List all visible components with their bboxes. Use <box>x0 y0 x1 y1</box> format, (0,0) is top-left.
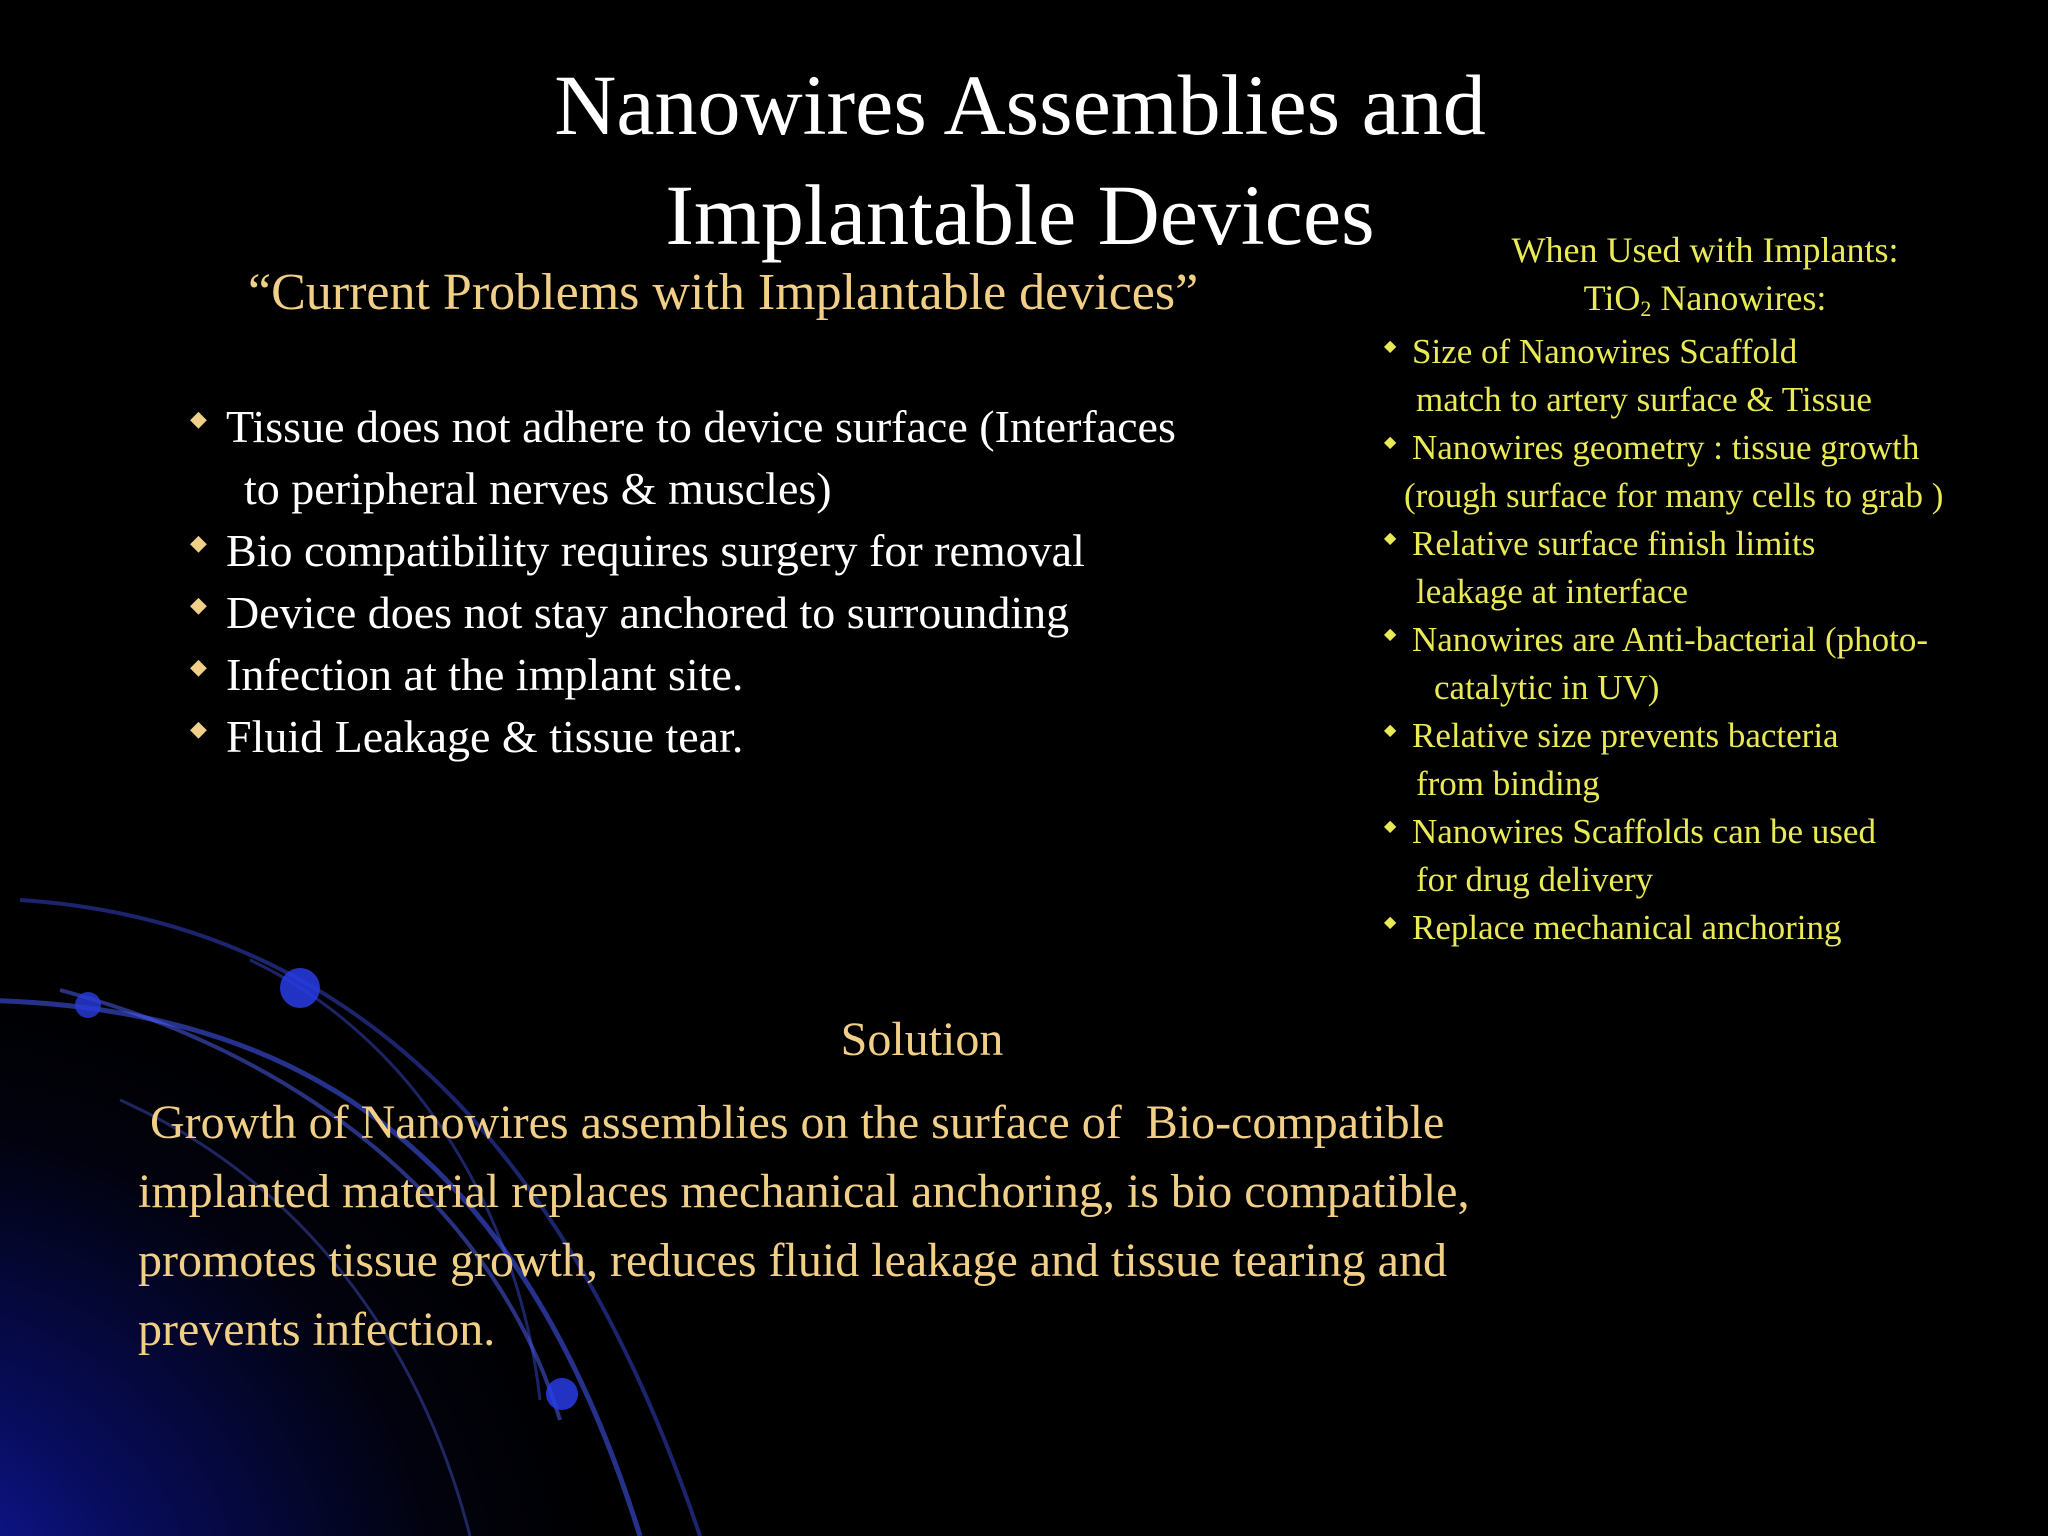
list-item <box>190 644 1330 706</box>
decorative-dot <box>280 968 320 1008</box>
diamond-bullet-icon: ◆ <box>190 592 207 617</box>
list-item <box>190 582 1330 644</box>
diamond-bullet-icon: ◆ <box>1384 626 1397 643</box>
list-item-continuation: (rough surface for many cells to grab ) <box>1404 476 1944 515</box>
list-item-continuation: match to artery surface & Tissue <box>1416 380 1872 419</box>
list-item-text: Nanowires are Anti-bacterial (photo- <box>1412 620 1929 659</box>
problems-list <box>190 396 1330 768</box>
list-item-text: Fluid Leakage & tissue tear. <box>226 711 744 762</box>
list-item-text: Nanowires Scaffolds can be used <box>1412 812 1876 851</box>
diamond-bullet-icon: ◆ <box>190 406 207 431</box>
list-item-text: Device does not stay anchored to surrounding <box>226 587 1070 638</box>
list-item <box>190 706 1330 768</box>
formula-subscript: 2 <box>1640 296 1652 321</box>
list-item <box>190 396 1330 520</box>
list-item-text: Tissue does not adhere to device surface (Interfaces <box>226 401 1176 452</box>
list-item-text: Bio compatibility requires surgery for removal <box>226 525 1085 576</box>
diamond-bullet-icon: ◆ <box>1384 338 1397 355</box>
list-item <box>1384 616 2048 712</box>
list-item-text: Replace mechanical anchoring <box>1412 908 1842 947</box>
list-item <box>1384 712 2048 808</box>
problems-heading: “Current Problems with Implantable devices” <box>248 264 1199 321</box>
solution-line: Growth of Nanowires assemblies on the surface of Bio-compatible <box>138 1096 1445 1149</box>
implants-heading-line: When Used with Implants: <box>1511 230 1899 270</box>
list-item-continuation: catalytic in UV) <box>1434 668 1660 707</box>
formula-suffix: Nanowires: <box>1651 278 1827 318</box>
diamond-bullet-icon: ◆ <box>190 530 207 555</box>
implants-heading-line <box>1370 274 2040 322</box>
solution-heading: Solution <box>840 1013 1004 1066</box>
list-item <box>1384 424 2048 520</box>
diamond-bullet-icon: ◆ <box>190 716 207 741</box>
list-item-text: Nanowires geometry : tissue growth <box>1412 428 1920 467</box>
list-item-continuation: for drug delivery <box>1416 860 1654 899</box>
list-item-text: Infection at the implant site. <box>226 649 744 700</box>
implants-list <box>1384 328 2048 952</box>
list-item-continuation: to peripheral nerves & muscles) <box>244 463 832 514</box>
decorative-dot <box>546 1378 578 1410</box>
solution-line: promotes tissue growth, reduces fluid leakage and tissue tearing and <box>138 1234 1447 1287</box>
diamond-bullet-icon: ◆ <box>190 654 207 679</box>
list-item <box>1384 328 2048 424</box>
title-line: Implantable Devices <box>665 167 1375 263</box>
solution-line: prevents infection. <box>138 1303 496 1356</box>
solution-line: implanted material replaces mechanical anchoring, is bio compatible, <box>138 1165 1470 1218</box>
title-line: Nanowires Assemblies and <box>554 57 1486 153</box>
formula-text: TiO <box>1583 278 1641 318</box>
diamond-bullet-icon: ◆ <box>1384 914 1397 931</box>
list-item-text: Relative surface finish limits <box>1412 524 1816 563</box>
list-item-text: Relative size prevents bacteria <box>1412 716 1839 755</box>
list-item-text: Size of Nanowires Scaffold <box>1412 332 1798 371</box>
diamond-bullet-icon: ◆ <box>1384 530 1397 547</box>
list-item <box>1384 904 2048 952</box>
diamond-bullet-icon: ◆ <box>1384 434 1397 451</box>
implants-heading <box>1370 226 2040 322</box>
list-item <box>1384 520 2048 616</box>
list-item-continuation: from binding <box>1416 764 1600 803</box>
solution-paragraph <box>138 1088 1698 1364</box>
diamond-bullet-icon: ◆ <box>1384 722 1397 739</box>
list-item-continuation: leakage at interface <box>1416 572 1689 611</box>
list-item <box>1384 808 2048 904</box>
list-item <box>190 520 1330 582</box>
diamond-bullet-icon: ◆ <box>1384 818 1397 835</box>
